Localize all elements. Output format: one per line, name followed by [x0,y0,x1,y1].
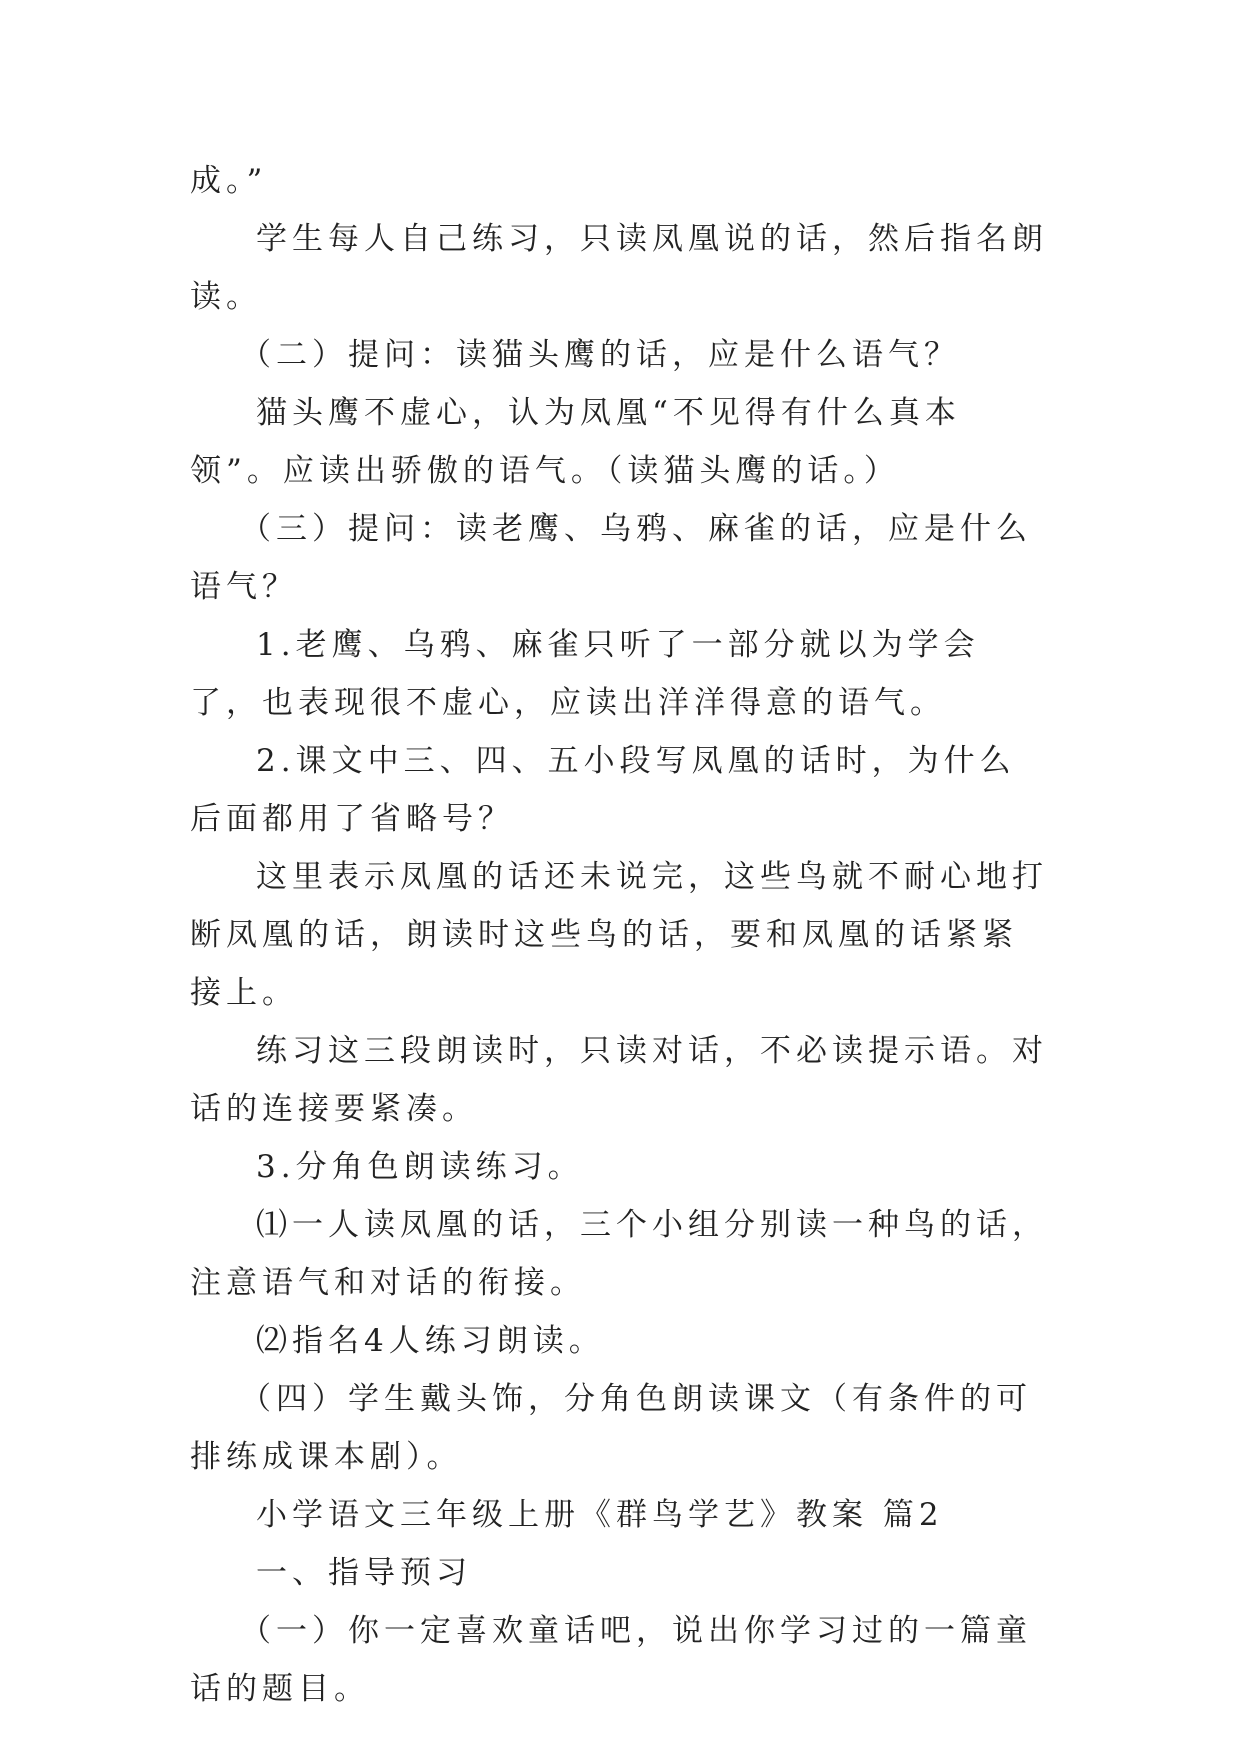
paragraph: 成。” [190,163,268,199]
paragraph: （四）学生戴头饰，分角色朗读课文（有条件的可排练成课本剧）。 [190,1381,1032,1475]
section-heading: 小学语文三年级上册《群鸟学艺》教案 篇2 [256,1497,944,1533]
paragraph: 练习这三段朗读时，只读对话，不必读提示语。对话的连接要紧凑。 [190,1033,1048,1127]
paragraph: （一）你一定喜欢童话吧，说出你学习过的一篇童话的题目。 [190,1613,1032,1707]
paragraph: 这里表示凤凰的话还未说完，这些鸟就不耐心地打断凤凰的话，朗读时这些鸟的话，要和凤凰的话紧紧接上。 [190,859,1048,1011]
paragraph: ⑵指名4人练习朗读。 [256,1323,605,1359]
paragraph: 学生每人自己练习，只读凤凰说的话，然后指名朗读。 [190,221,1048,315]
paragraph: （二）提问：读猫头鹰的话，应是什么语气？ [240,337,960,373]
document-body [190,152,1050,1718]
paragraph: 一、指导预习 [256,1555,472,1591]
paragraph: 2.课文中三、四、五小段写凤凰的话时，为什么后面都用了省略号？ [190,743,1016,837]
paragraph: 3.分角色朗读练习。 [256,1149,584,1185]
paragraph: 1.老鹰、乌鸦、麻雀只听了一部分就以为学会了，也表现很不虚心，应读出洋洋得意的语气。 [190,627,980,721]
paragraph: ⑴一人读凤凰的话，三个小组分别读一种鸟的话，注意语气和对话的衔接。 [190,1207,1048,1301]
paragraph: （三）提问：读老鹰、乌鸦、麻雀的话，应是什么语气？ [190,511,1032,605]
paragraph: 猫头鹰不虚心，认为凤凰“不见得有什么真本领”。应读出骄傲的语气。（读猫头鹰的话。） [190,395,961,489]
